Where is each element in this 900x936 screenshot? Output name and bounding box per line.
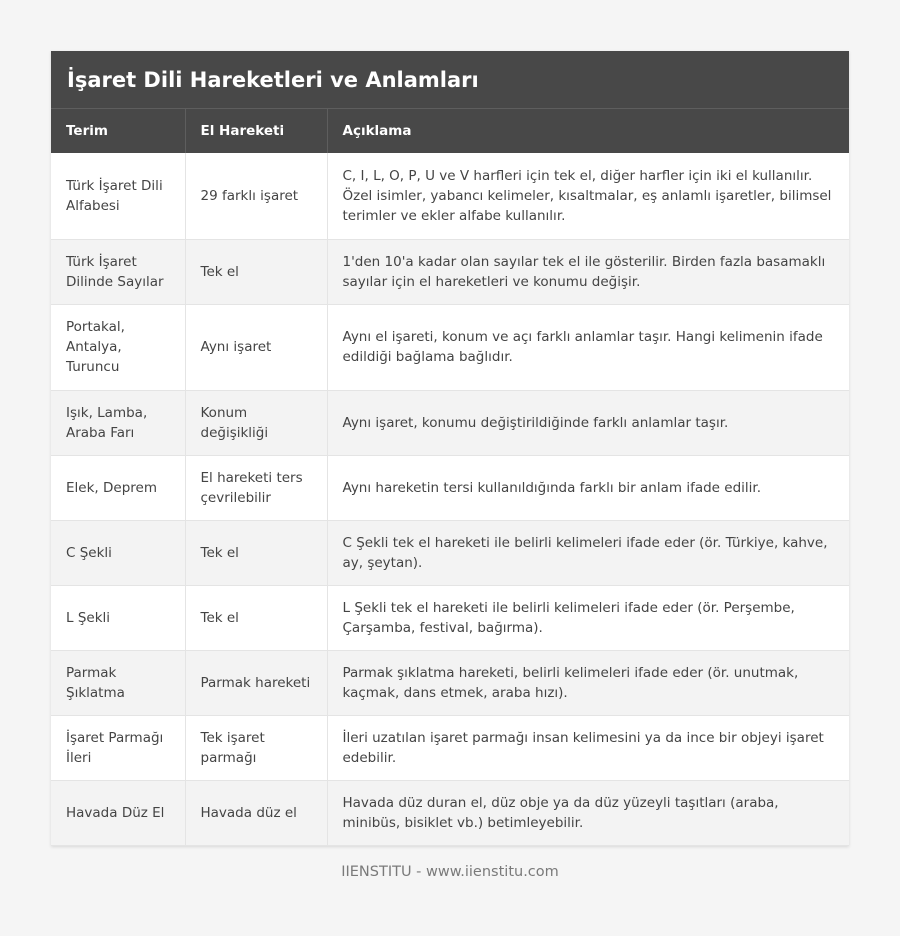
table-row xyxy=(51,304,849,390)
cell-description: Aynı el işareti, konum ve açı farklı anlamlar taşır. Hangi kelimenin ifade edildiği bağlama bağlıdır. xyxy=(327,304,849,390)
footer-credit: IIENSTITU - www.iienstitu.com xyxy=(341,864,559,880)
cell-description: Havada düz duran el, düz obje ya da düz yüzeyli taşıtları (araba, minibüs, bisiklet vb.) betimleyebilir. xyxy=(327,780,849,845)
cell-term: Elek, Deprem xyxy=(51,455,185,520)
cell-gesture: Konum değişikliği xyxy=(185,390,327,455)
column-header-gesture: El Hareketi xyxy=(185,109,327,154)
cell-term: C Şekli xyxy=(51,520,185,585)
cell-term: Havada Düz El xyxy=(51,780,185,845)
cell-term: Türk İşaret Dili Alfabesi xyxy=(51,153,185,239)
column-header-term: Terim xyxy=(51,109,185,154)
cell-description: L Şekli tek el hareketi ile belirli kelimeleri ifade eder (ör. Perşembe, Çarşamba, festival, bağırma). xyxy=(327,585,849,650)
cell-term: Işık, Lamba, Araba Farı xyxy=(51,390,185,455)
table-row xyxy=(51,585,849,650)
cell-gesture: Havada düz el xyxy=(185,780,327,845)
cell-term: Türk İşaret Dilinde Sayılar xyxy=(51,239,185,304)
cell-gesture: El hareketi ters çevrilebilir xyxy=(185,455,327,520)
sign-language-table xyxy=(51,108,849,846)
cell-description: Parmak şıklatma hareketi, belirli kelimeleri ifade eder (ör. unutmak, kaçmak, dans etmek, araba hızı). xyxy=(327,650,849,715)
table-row xyxy=(51,715,849,780)
cell-gesture: Aynı işaret xyxy=(185,304,327,390)
cell-gesture: 29 farklı işaret xyxy=(185,153,327,239)
table-card xyxy=(51,51,849,846)
table-row xyxy=(51,239,849,304)
cell-term: İşaret Parmağı İleri xyxy=(51,715,185,780)
cell-description: 1'den 10'a kadar olan sayılar tek el ile gösterilir. Birden fazla basamaklı sayılar için el hareketleri ve konumu değişir. xyxy=(327,239,849,304)
cell-gesture: Tek el xyxy=(185,520,327,585)
cell-description: İleri uzatılan işaret parmağı insan kelimesini ya da ince bir objeyi işaret edebilir. xyxy=(327,715,849,780)
cell-description: Aynı işaret, konumu değiştirildiğinde farklı anlamlar taşır. xyxy=(327,390,849,455)
cell-gesture: Tek el xyxy=(185,585,327,650)
cell-description: C Şekli tek el hareketi ile belirli kelimeleri ifade eder (ör. Türkiye, kahve, ay, şeytan). xyxy=(327,520,849,585)
table-row xyxy=(51,455,849,520)
cell-gesture: Tek el xyxy=(185,239,327,304)
table-row xyxy=(51,520,849,585)
header-row xyxy=(51,109,849,154)
table-row xyxy=(51,153,849,239)
cell-term: Parmak Şıklatma xyxy=(51,650,185,715)
cell-gesture: Tek işaret parmağı xyxy=(185,715,327,780)
table-row xyxy=(51,390,849,455)
cell-description: Aynı hareketin tersi kullanıldığında farklı bir anlam ifade edilir. xyxy=(327,455,849,520)
cell-gesture: Parmak hareketi xyxy=(185,650,327,715)
table-row xyxy=(51,780,849,845)
cell-term: L Şekli xyxy=(51,585,185,650)
column-header-description: Açıklama xyxy=(327,109,849,154)
table-row xyxy=(51,650,849,715)
table-title: İşaret Dili Hareketleri ve Anlamları xyxy=(51,51,849,108)
cell-description: C, I, L, O, P, U ve V harfleri için tek el, diğer harfler için iki el kullanılır. Özel isimler, yabancı kelimeler, kısaltmalar, eş anlamlı işaretler, bilimsel terimler ve ekler alfabe kullanılır. xyxy=(327,153,849,239)
cell-term: Portakal, Antalya, Turuncu xyxy=(51,304,185,390)
